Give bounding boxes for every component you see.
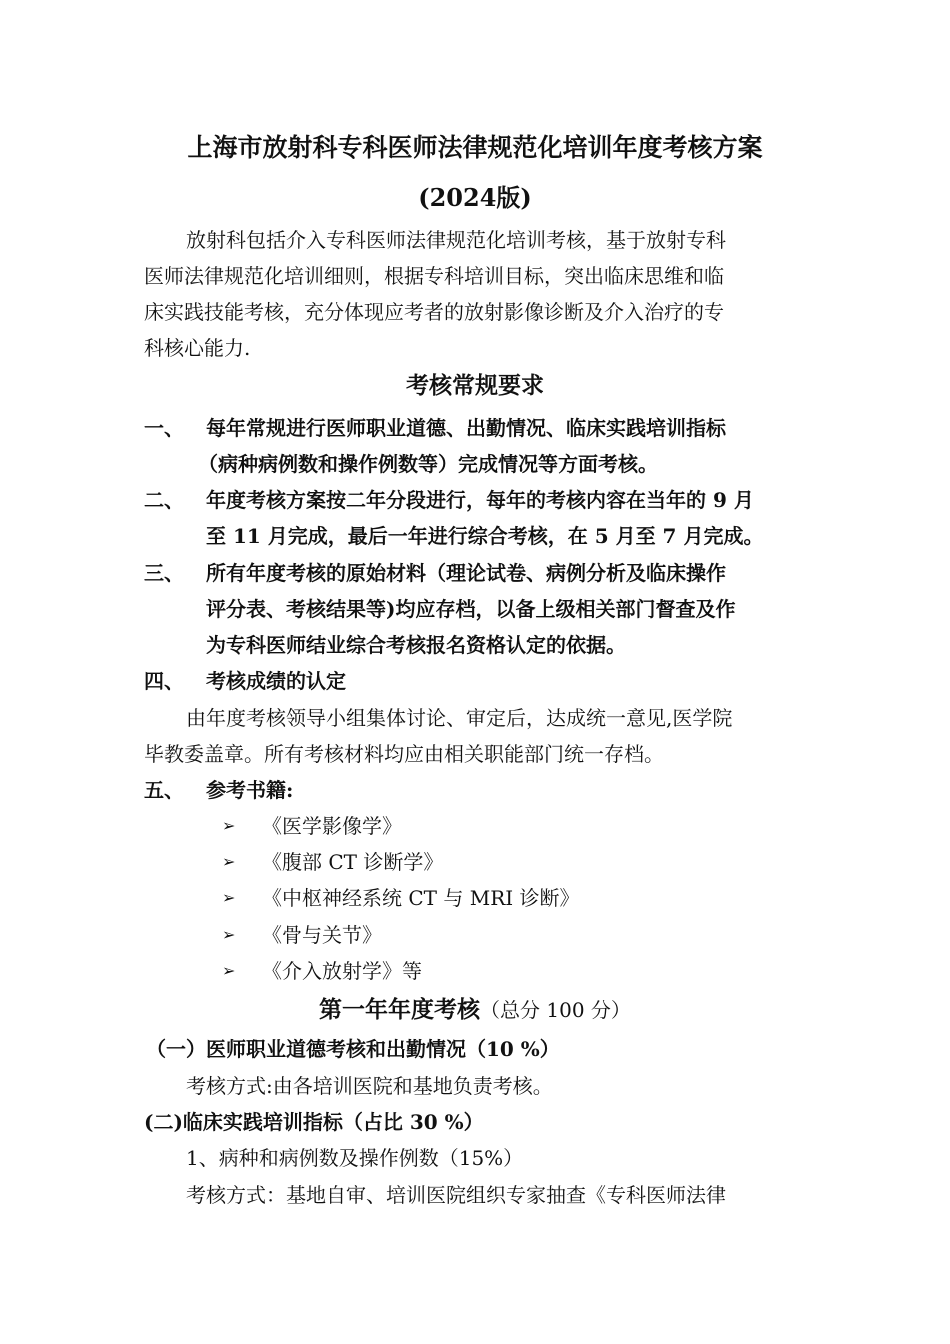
book-2: 《腹部 CT 诊断学》 (262, 850, 444, 874)
intro-line-2: 医师法律规范化培训细则，根据专科培训目标，突出临床思维和临 (144, 264, 724, 288)
item-4-label: 考核成绩的认定 (206, 669, 346, 693)
item-5-number: 五、 (144, 778, 184, 802)
item-1-line-1: 每年常规进行医师职业道德、出勤情况、临床实践培训指标 (206, 416, 726, 440)
intro-line-3: 床实践技能考核，充分体现应考者的放射影像诊断及介入治疗的专 (144, 300, 724, 324)
item-3-line-1: 所有年度考核的原始材料（理论试卷、病例分析及临床操作 (206, 561, 726, 585)
intro-line-1: 放射科包括介入专科医师法律规范化培训考核，基于放射专科 (186, 228, 726, 252)
bullet-arrow-icon: ➢ (222, 888, 236, 907)
year-1-score: （总分 100 分） (480, 998, 631, 1022)
intro-line-4: 科核心能力. (144, 336, 251, 360)
book-5: 《介入放射学》等 (262, 959, 422, 983)
item-3-line-3: 为专科医师结业综合考核报名资格认定的依据。 (206, 633, 626, 657)
item-5-label: 参考书籍: (206, 778, 294, 802)
subsection-2-point-1: 1、病种和病例数及操作例数（15%） (186, 1146, 524, 1170)
item-2-number: 二、 (144, 488, 184, 512)
book-1: 《医学影像学》 (262, 814, 402, 838)
year-1-heading: 第一年年度考核 (319, 996, 481, 1023)
book-4: 《骨与关节》 (262, 923, 382, 947)
subsection-2-method: 考核方式：基地自审、培训医院组织专家抽查《专科医师法律 (186, 1183, 726, 1207)
bullet-arrow-icon: ➢ (222, 925, 236, 944)
subsection-2-title: (二)临床实践培训指标（占比 30 %） (144, 1110, 484, 1134)
item-2-line-2: 至 11 月完成，最后一年进行综合考核，在 5 月至 7 月完成。 (206, 524, 764, 548)
item-1-line-2: （病种病例数和操作例数等）完成情况等方面考核。 (198, 452, 658, 476)
item-3-line-2: 评分表、考核结果等)均应存档，以备上级相关部门督查及作 (206, 597, 736, 621)
section-general-heading: 考核常规要求 (406, 372, 544, 399)
subsection-1-title: （一）医师职业道德考核和出勤情况（10 %） (146, 1037, 560, 1061)
document-title: 上海市放射科专科医师法律规范化培训年度考核方案 (187, 133, 763, 162)
bullet-arrow-icon: ➢ (222, 961, 236, 980)
item-4-number: 四、 (144, 669, 184, 693)
item-1-number: 一、 (144, 416, 184, 440)
item-4-body-line-1: 由年度考核领导小组集体讨论、审定后，达成统一意见,医学院 (186, 706, 733, 730)
bullet-arrow-icon: ➢ (222, 816, 236, 835)
year-1-heading-row (0, 992, 950, 1028)
item-3-number: 三、 (144, 561, 184, 585)
book-3: 《中枢神经系统 CT 与 MRI 诊断》 (262, 886, 580, 910)
document-version: (2024版) (418, 183, 532, 212)
bullet-arrow-icon: ➢ (222, 852, 236, 871)
item-2-line-1: 年度考核方案按二年分段进行，每年的考核内容在当年的 9 月 (206, 488, 754, 512)
item-4-body-line-2: 毕教委盖章。所有考核材料均应由相关职能部门统一存档。 (144, 742, 664, 766)
subsection-1-method: 考核方式:由各培训医院和基地负责考核。 (186, 1074, 553, 1098)
